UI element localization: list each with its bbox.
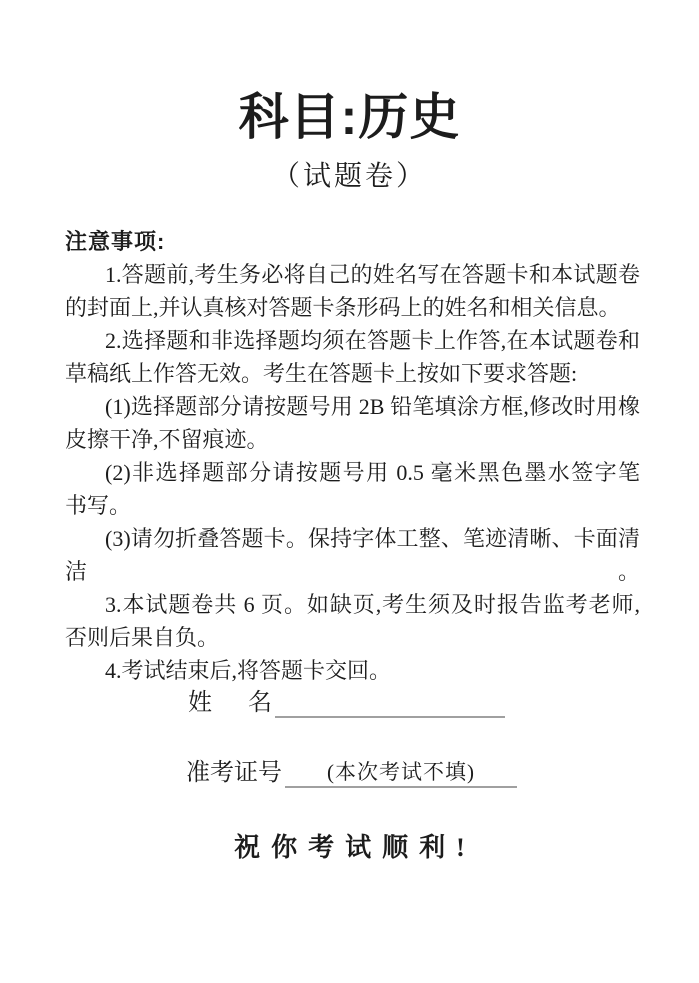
- page-subtitle: （试题卷）: [271, 161, 427, 192]
- page-title: 科目:历史: [238, 89, 461, 145]
- notice-line: 否则后果自负。: [65, 625, 220, 650]
- notice-line: 1.答题前,考生务必将自己的姓名写在答题卡和本试题卷: [105, 262, 640, 287]
- notice-section: [65, 225, 640, 687]
- notice-line: (2)非选择题部分请按题号用 0.5 毫米黑色墨水签字笔: [105, 460, 640, 485]
- notice-line: (1)选择题部分请按题号用 2B 铅笔填涂方框,修改时用橡: [105, 394, 640, 419]
- notice-line: (3)请勿折叠答题卡。保持字体工整、笔迹清晰、卡面清洁。: [65, 526, 640, 584]
- exam-no-note: (本次考试不填): [327, 760, 475, 784]
- notice-line: 2.选择题和非选择题均须在答题卡上作答,在本试题卷和: [105, 328, 640, 353]
- name-field-row: [188, 688, 505, 718]
- notice-line: 4.考试结束后,将答题卡交回。: [105, 658, 392, 683]
- notice-heading: 注意事项:: [65, 229, 166, 254]
- notice-line: 草稿纸上作答无效。考生在答题卡上按如下要求答题:: [65, 361, 578, 386]
- notice-line: 的封面上,并认真核对答题卡条形码上的姓名和相关信息。: [65, 295, 621, 320]
- exam-no-field-row: [186, 756, 517, 788]
- notice-line: 3.本试题卷共 6 页。如缺页,考生须及时报告监考老师,: [105, 592, 640, 617]
- exam-no-field-label: 准考证号: [186, 760, 282, 786]
- name-field-label: 姓名: [188, 690, 272, 716]
- notice-line: 书写。: [65, 493, 132, 518]
- notice-paragraphs: [65, 258, 640, 687]
- blessing-text: 祝你考试顺利!: [234, 833, 476, 862]
- notice-line: 皮擦干净,不留痕迹。: [65, 427, 269, 452]
- exam-no-field-underline: [285, 756, 517, 788]
- name-field-underline: [275, 708, 505, 718]
